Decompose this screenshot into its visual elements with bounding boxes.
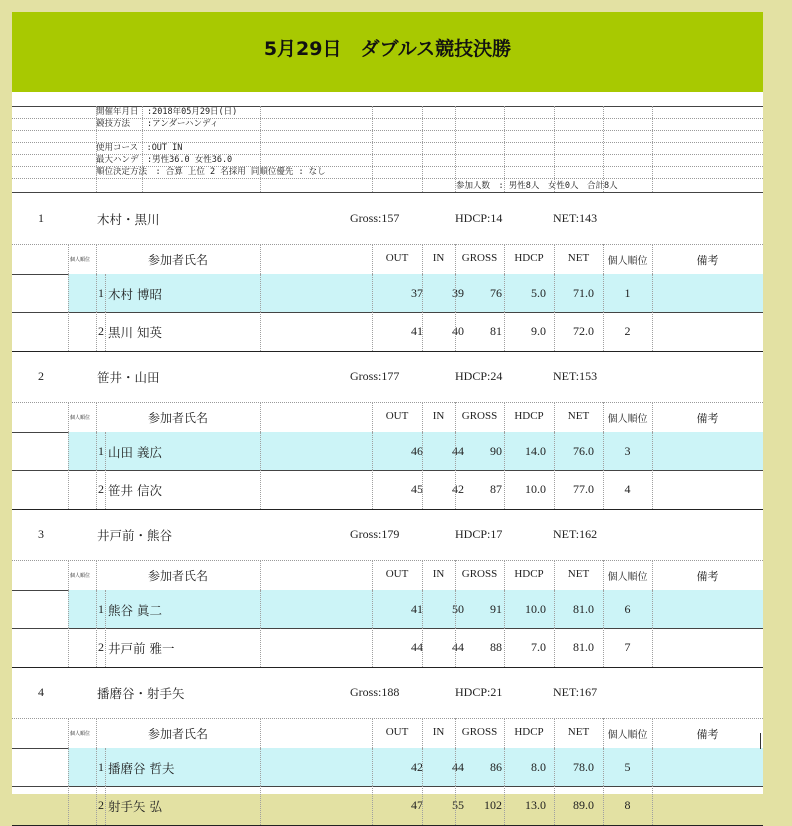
grid-line — [652, 432, 653, 470]
row-divider — [12, 560, 763, 561]
player-hdcp: 10.0 — [525, 482, 546, 496]
header-rank-small: 個人順位 — [70, 415, 91, 421]
grid-line — [455, 106, 456, 192]
grid-line — [603, 748, 604, 786]
header-net: NET — [567, 568, 590, 580]
header-out: OUT — [385, 252, 409, 264]
page-frame — [12, 12, 763, 814]
grid-line — [504, 432, 505, 470]
header-in: IN — [432, 252, 445, 264]
player-in: 39 — [452, 286, 464, 300]
team-rank: 3 — [38, 527, 44, 541]
grid-line — [68, 748, 69, 786]
grid-line — [603, 786, 604, 825]
grid-line — [554, 470, 555, 509]
player-gross: 90 — [490, 444, 502, 458]
header-indiv-rank: 個人順位 — [607, 572, 648, 583]
grid-line — [260, 560, 261, 590]
player-net: 81.0 — [573, 602, 594, 616]
player-out: 37 — [411, 286, 423, 300]
grid-line — [372, 312, 373, 351]
grid-line — [105, 470, 106, 509]
grid-line — [504, 628, 505, 667]
player-indiv-rank: 3 — [624, 444, 631, 458]
grid-line — [260, 106, 261, 192]
player-name: 山田 義広 — [108, 445, 162, 460]
team-hdcp: HDCP:14 — [455, 211, 503, 225]
player-indiv-rank: 7 — [624, 640, 631, 654]
player-out: 44 — [411, 640, 423, 654]
grid-line — [96, 274, 97, 312]
player-in: 40 — [452, 324, 464, 338]
grid-line — [603, 432, 604, 470]
info-rank: 順位決定方法 : 合算 上位 2 名採用 同順位優先 : なし — [96, 167, 326, 177]
player-hdcp: 14.0 — [525, 444, 546, 458]
grid-line — [603, 718, 604, 748]
player-net: 89.0 — [573, 798, 594, 812]
grid-line — [504, 470, 505, 509]
grid-line — [372, 106, 373, 192]
grid-line — [68, 786, 69, 825]
grid-line — [422, 628, 423, 667]
grid-line — [372, 718, 373, 748]
player-name: 井戸前 雅一 — [108, 641, 175, 656]
grid-line — [260, 470, 261, 509]
player-out: 46 — [411, 444, 423, 458]
grid-line — [105, 312, 106, 351]
grid-line — [68, 432, 69, 470]
team-net: NET:143 — [553, 211, 598, 225]
team-rank: 4 — [38, 685, 44, 699]
grid-line — [96, 748, 97, 786]
grid-line — [504, 274, 505, 312]
header-out: OUT — [385, 726, 409, 738]
player-indiv-rank: 2 — [624, 324, 631, 338]
grid-line — [260, 402, 261, 432]
grid-line — [652, 718, 653, 748]
header-hdcp: HDCP — [514, 726, 544, 738]
grid-line — [652, 402, 653, 432]
player-no: 1 — [98, 602, 104, 616]
grid-line — [422, 590, 423, 628]
player-name: 熊谷 眞二 — [108, 603, 162, 618]
grid-line — [422, 718, 423, 748]
header-net: NET — [567, 726, 590, 738]
team-net: NET:167 — [553, 685, 598, 699]
team-net: NET:162 — [553, 527, 598, 541]
grid-line — [603, 274, 604, 312]
player-no: 2 — [98, 640, 104, 654]
grid-line — [96, 718, 97, 748]
grid-line — [455, 628, 456, 667]
header-indiv-rank: 個人順位 — [607, 730, 648, 741]
grid-line — [105, 748, 106, 786]
grid-line — [504, 718, 505, 748]
grid-line — [652, 590, 653, 628]
header-out: OUT — [385, 568, 409, 580]
player-indiv-rank: 1 — [624, 286, 631, 300]
player-hdcp: 13.0 — [525, 798, 546, 812]
grid-line — [554, 432, 555, 470]
text-cursor — [760, 733, 761, 749]
header-gross: GROSS — [461, 568, 498, 580]
grid-line — [652, 274, 653, 312]
results-sheet — [12, 92, 763, 814]
header-gross: GROSS — [461, 410, 498, 422]
grid-line — [422, 402, 423, 432]
team-net: NET:153 — [553, 369, 598, 383]
grid-line — [504, 106, 505, 192]
player-hdcp: 5.0 — [531, 286, 546, 300]
grid-line — [652, 106, 653, 192]
grid-line — [260, 312, 261, 351]
row-divider — [12, 130, 763, 131]
player-indiv-rank: 4 — [624, 482, 631, 496]
row-divider — [12, 351, 763, 352]
grid-line — [105, 590, 106, 628]
player-name: 黒川 知英 — [108, 325, 162, 340]
grid-line — [455, 402, 456, 432]
grid-line — [652, 470, 653, 509]
header-in: IN — [432, 410, 445, 422]
grid-line — [455, 274, 456, 312]
grid-line — [455, 432, 456, 470]
grid-line — [504, 748, 505, 786]
team-hdcp: HDCP:24 — [455, 369, 503, 383]
player-in: 44 — [452, 760, 464, 774]
row-divider — [12, 178, 763, 179]
header-name: 参加者氏名 — [147, 411, 208, 425]
grid-line — [554, 560, 555, 590]
player-net: 77.0 — [573, 482, 594, 496]
grid-line — [422, 432, 423, 470]
header-net: NET — [567, 410, 590, 422]
grid-line — [96, 786, 97, 825]
grid-line — [260, 274, 261, 312]
grid-line — [372, 470, 373, 509]
grid-line — [260, 628, 261, 667]
player-out: 45 — [411, 482, 423, 496]
grid-line — [554, 312, 555, 351]
player-no: 2 — [98, 482, 104, 496]
grid-line — [422, 106, 423, 192]
grid-line — [96, 628, 97, 667]
player-name: 笹井 信次 — [108, 483, 162, 498]
grid-line — [455, 312, 456, 351]
grid-line — [372, 402, 373, 432]
player-out: 41 — [411, 602, 423, 616]
grid-line — [603, 312, 604, 351]
grid-line — [68, 590, 69, 628]
grid-line — [455, 470, 456, 509]
player-hdcp: 8.0 — [531, 760, 546, 774]
grid-line — [105, 786, 106, 825]
grid-line — [68, 628, 69, 667]
grid-line — [554, 106, 555, 192]
grid-line — [105, 432, 106, 470]
player-indiv-rank: 6 — [624, 602, 631, 616]
player-hdcp: 10.0 — [525, 602, 546, 616]
grid-line — [455, 786, 456, 825]
player-gross: 76 — [490, 286, 502, 300]
grid-line — [372, 274, 373, 312]
header-hdcp: HDCP — [514, 410, 544, 422]
team-pair-name: 井戸前・熊谷 — [97, 528, 173, 543]
player-out: 42 — [411, 760, 423, 774]
header-rank-small: 個人順位 — [70, 573, 91, 579]
grid-line — [652, 560, 653, 590]
player-in: 55 — [452, 798, 464, 812]
header-in: IN — [432, 568, 445, 580]
grid-line — [96, 106, 97, 192]
player-name: 播磨谷 哲夫 — [108, 761, 175, 776]
grid-line — [554, 244, 555, 274]
grid-line — [603, 590, 604, 628]
player-no: 2 — [98, 324, 104, 338]
title-banner — [12, 12, 763, 92]
grid-line — [372, 432, 373, 470]
header-notes: 備考 — [696, 412, 719, 425]
team-rank: 1 — [38, 211, 44, 225]
player-no: 2 — [98, 798, 104, 812]
grid-line — [422, 748, 423, 786]
row-divider — [12, 667, 763, 668]
grid-line — [603, 560, 604, 590]
grid-line — [554, 628, 555, 667]
player-net: 81.0 — [573, 640, 594, 654]
team-hdcp: HDCP:21 — [455, 685, 503, 699]
grid-line — [96, 560, 97, 590]
team-pair-name: 笹井・山田 — [97, 370, 160, 385]
grid-line — [422, 470, 423, 509]
grid-line — [372, 590, 373, 628]
team-pair-name: 播磨谷・射手矢 — [97, 686, 185, 701]
info-course: 使用コース :OUT IN — [96, 143, 183, 153]
header-out: OUT — [385, 410, 409, 422]
grid-line — [68, 244, 69, 274]
grid-line — [455, 590, 456, 628]
grid-line — [603, 470, 604, 509]
grid-line — [652, 628, 653, 667]
row-divider — [12, 244, 763, 245]
grid-line — [504, 560, 505, 590]
grid-line — [554, 748, 555, 786]
player-net: 71.0 — [573, 286, 594, 300]
header-gross: GROSS — [461, 252, 498, 264]
grid-line — [554, 718, 555, 748]
team-gross: Gross:188 — [350, 685, 400, 699]
grid-line — [372, 628, 373, 667]
player-no: 1 — [98, 760, 104, 774]
player-out: 47 — [411, 798, 423, 812]
grid-line — [455, 244, 456, 274]
info-handicap: 最大ハンデ :男性36.0 女性36.0 — [96, 155, 233, 165]
header-net: NET — [567, 252, 590, 264]
grid-line — [603, 106, 604, 192]
grid-line — [652, 748, 653, 786]
grid-line — [455, 748, 456, 786]
grid-line — [105, 274, 106, 312]
grid-line — [96, 590, 97, 628]
header-notes: 備考 — [696, 728, 719, 741]
team-hdcp: HDCP:17 — [455, 527, 503, 541]
grid-line — [372, 786, 373, 825]
player-out: 41 — [411, 324, 423, 338]
player-net: 72.0 — [573, 324, 594, 338]
grid-line — [372, 748, 373, 786]
page-title: 5月29日 ダブルス競技決勝 — [263, 38, 512, 60]
grid-line — [455, 560, 456, 590]
row-divider — [12, 142, 763, 143]
player-in: 44 — [452, 640, 464, 654]
row-divider — [12, 154, 763, 155]
grid-line — [68, 718, 69, 748]
grid-line — [504, 244, 505, 274]
player-gross: 88 — [490, 640, 502, 654]
grid-line — [68, 312, 69, 351]
row-divider — [12, 118, 763, 119]
header-in: IN — [432, 726, 445, 738]
grid-line — [554, 402, 555, 432]
grid-line — [372, 244, 373, 274]
player-name: 木村 博昭 — [108, 287, 162, 302]
row-divider — [12, 192, 763, 193]
grid-line — [96, 470, 97, 509]
grid-line — [652, 244, 653, 274]
player-gross: 102 — [484, 798, 502, 812]
player-gross: 81 — [490, 324, 502, 338]
info-participants: 参加人数 : 男性8人 女性0人 合計8人 — [456, 181, 618, 191]
header-notes: 備考 — [696, 570, 719, 583]
header-rank-small: 個人順位 — [70, 731, 91, 737]
grid-line — [422, 274, 423, 312]
grid-line — [504, 590, 505, 628]
player-gross: 87 — [490, 482, 502, 496]
grid-line — [372, 560, 373, 590]
grid-line — [142, 106, 143, 192]
grid-line — [96, 432, 97, 470]
grid-line — [455, 718, 456, 748]
grid-line — [105, 628, 106, 667]
grid-line — [260, 432, 261, 470]
player-gross: 91 — [490, 602, 502, 616]
player-in: 44 — [452, 444, 464, 458]
team-gross: Gross:179 — [350, 527, 400, 541]
grid-line — [554, 590, 555, 628]
grid-line — [68, 470, 69, 509]
row-divider — [12, 509, 763, 510]
header-name: 参加者氏名 — [147, 253, 208, 267]
player-no: 1 — [98, 444, 104, 458]
grid-line — [260, 718, 261, 748]
header-hdcp: HDCP — [514, 252, 544, 264]
player-gross: 86 — [490, 760, 502, 774]
grid-line — [603, 244, 604, 274]
grid-line — [652, 312, 653, 351]
header-gross: GROSS — [461, 726, 498, 738]
header-indiv-rank: 個人順位 — [607, 414, 648, 425]
team-gross: Gross:177 — [350, 369, 400, 383]
grid-line — [68, 402, 69, 432]
grid-line — [554, 274, 555, 312]
header-indiv-rank: 個人順位 — [607, 256, 648, 267]
grid-line — [554, 786, 555, 825]
row-divider — [12, 166, 763, 167]
grid-line — [68, 560, 69, 590]
player-in: 42 — [452, 482, 464, 496]
grid-line — [96, 244, 97, 274]
grid-line — [422, 244, 423, 274]
grid-line — [422, 312, 423, 351]
grid-line — [603, 402, 604, 432]
header-name: 参加者氏名 — [147, 569, 208, 583]
grid-line — [260, 244, 261, 274]
grid-line — [260, 786, 261, 825]
header-notes: 備考 — [696, 254, 719, 267]
team-pair-name: 木村・黒川 — [97, 212, 160, 227]
team-rank: 2 — [38, 369, 44, 383]
grid-line — [422, 560, 423, 590]
grid-line — [68, 274, 69, 312]
row-divider — [12, 402, 763, 403]
player-in: 50 — [452, 602, 464, 616]
grid-line — [504, 402, 505, 432]
grid-line — [504, 786, 505, 825]
grid-line — [652, 786, 653, 825]
info-date: 開催年月日 :2018年05月29日(日) — [96, 107, 238, 117]
grid-line — [96, 402, 97, 432]
grid-line — [96, 312, 97, 351]
grid-line — [603, 628, 604, 667]
player-hdcp: 7.0 — [531, 640, 546, 654]
grid-line — [260, 748, 261, 786]
team-gross: Gross:157 — [350, 211, 400, 225]
header-name: 参加者氏名 — [147, 727, 208, 741]
grid-line — [504, 312, 505, 351]
player-no: 1 — [98, 286, 104, 300]
player-indiv-rank: 8 — [624, 798, 631, 812]
header-rank-small: 個人順位 — [70, 257, 91, 263]
header-hdcp: HDCP — [514, 568, 544, 580]
player-hdcp: 9.0 — [531, 324, 546, 338]
player-name: 射手矢 弘 — [108, 799, 162, 814]
player-net: 76.0 — [573, 444, 594, 458]
grid-line — [422, 786, 423, 825]
player-indiv-rank: 5 — [624, 760, 631, 774]
player-net: 78.0 — [573, 760, 594, 774]
info-method: 競技方法 :アンダーハンディ — [96, 119, 219, 129]
grid-line — [260, 590, 261, 628]
row-divider — [12, 718, 763, 719]
